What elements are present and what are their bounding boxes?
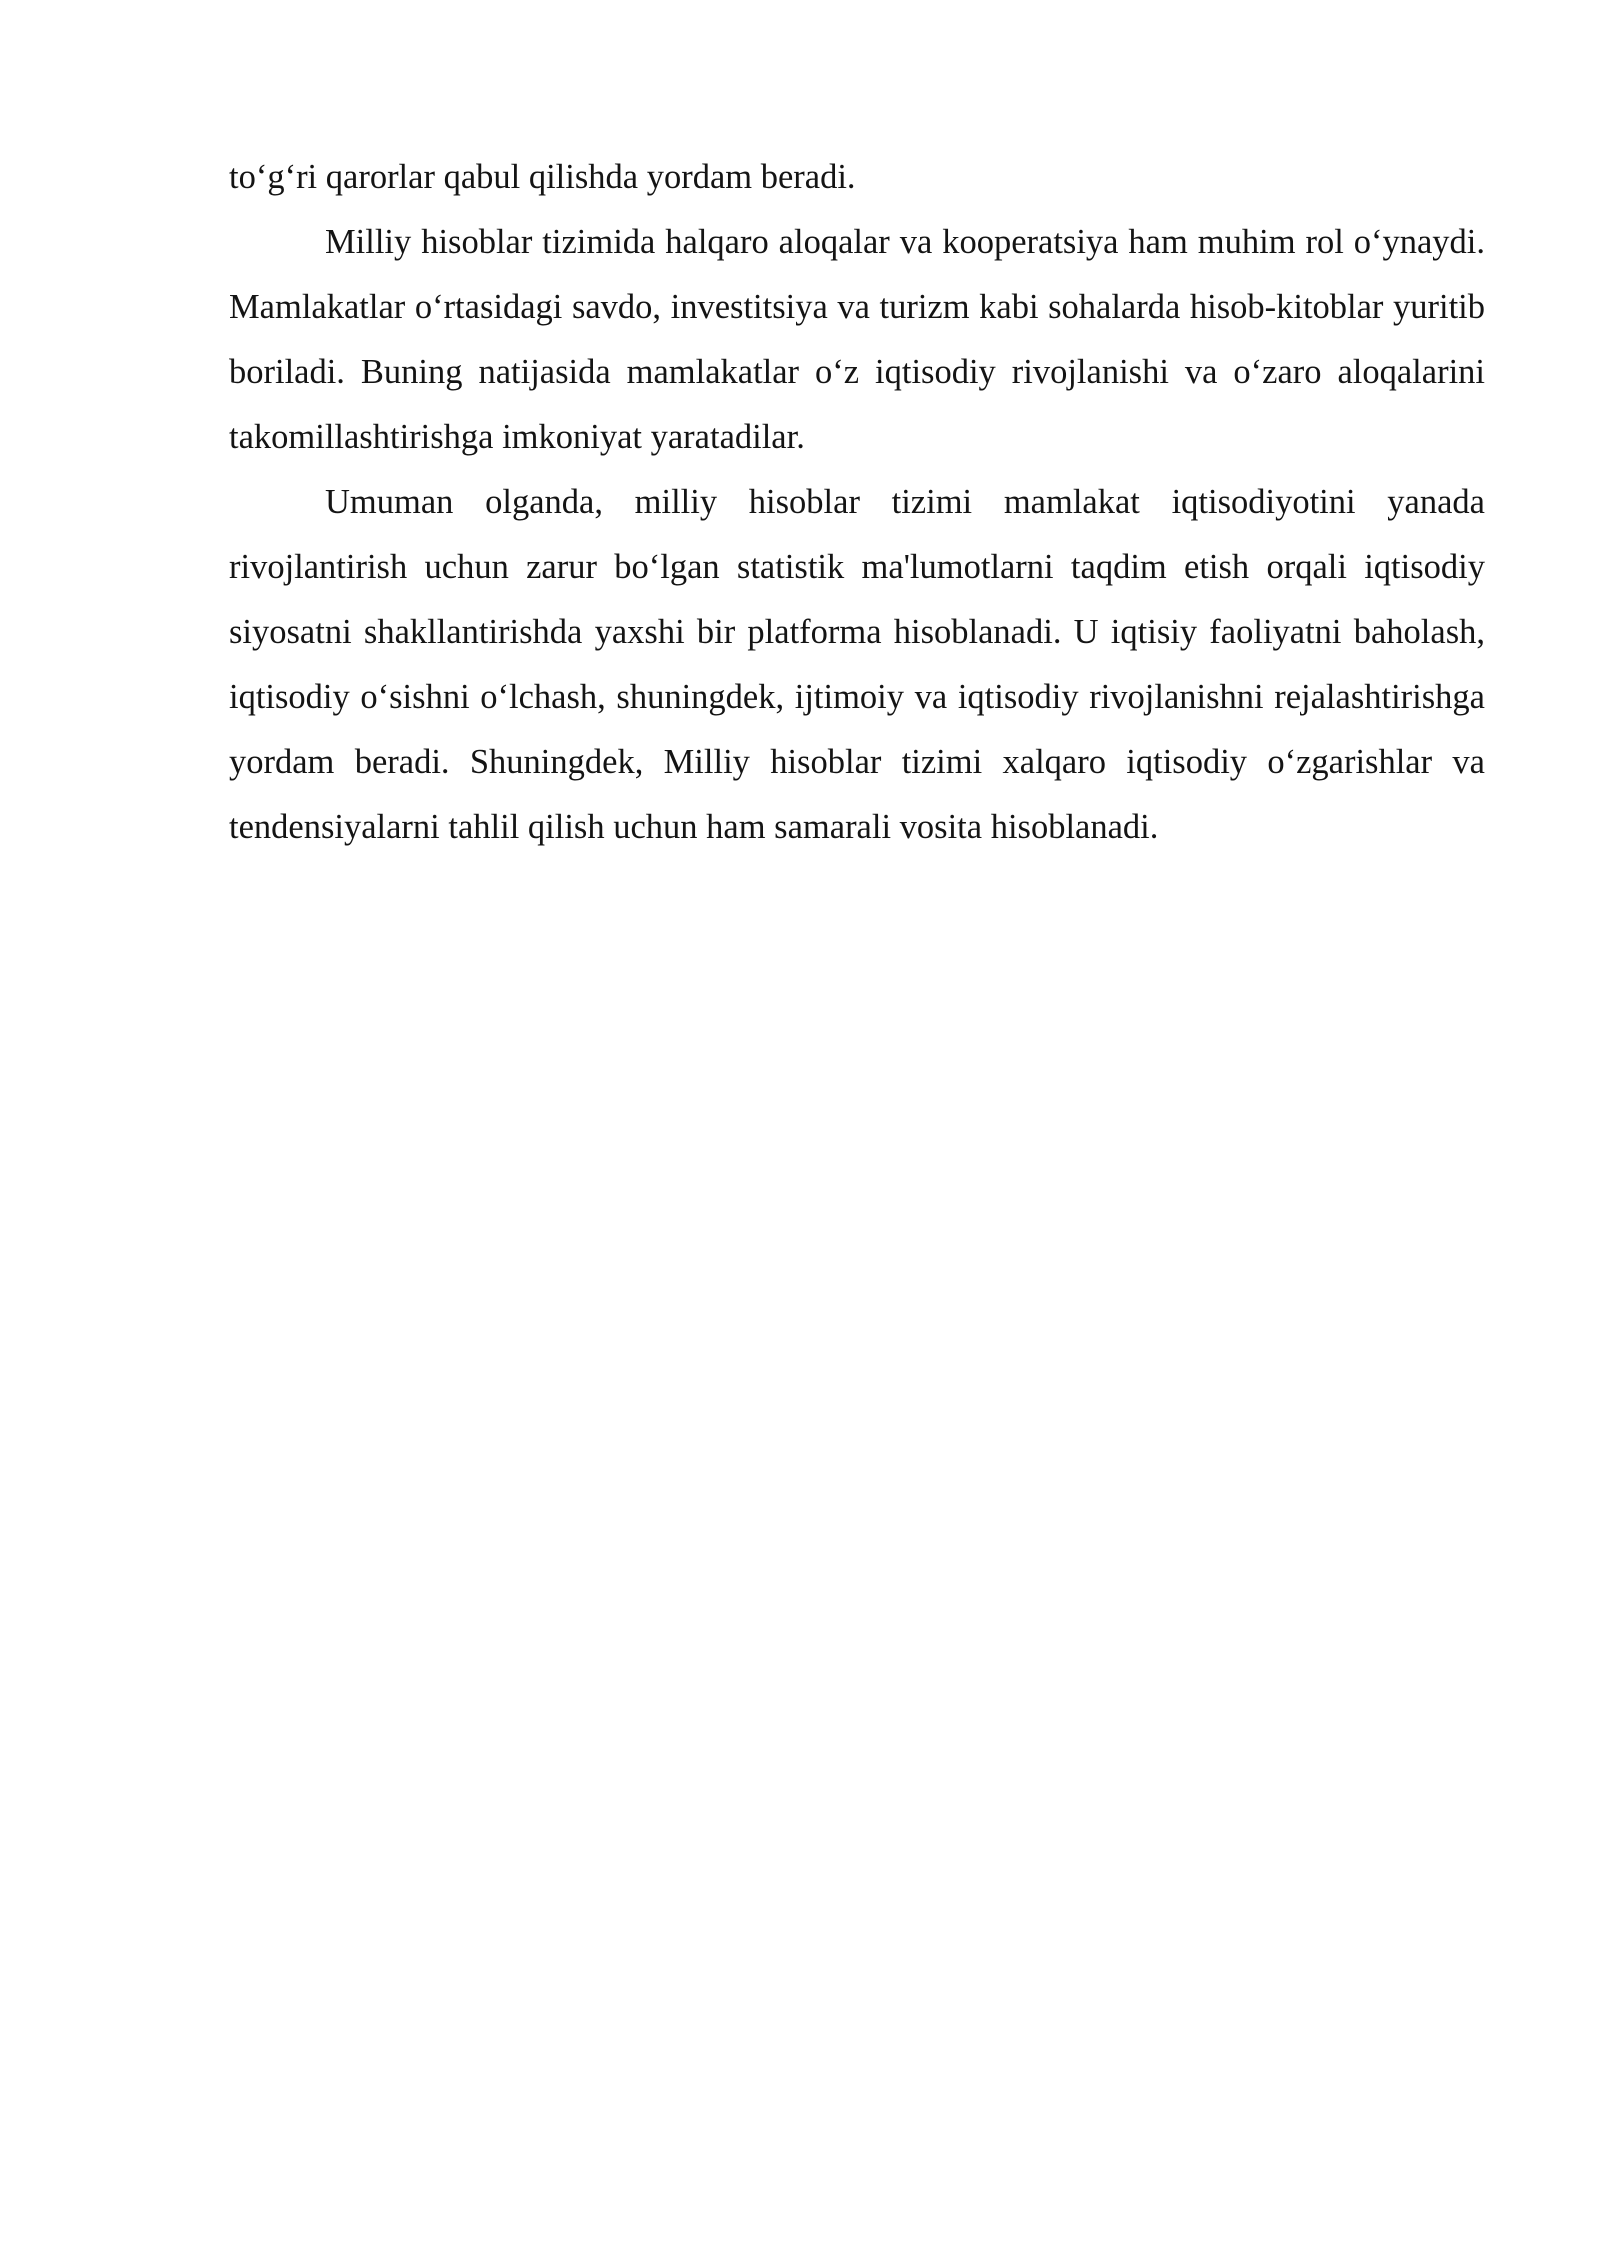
document-body [229, 145, 1485, 860]
paragraph-international-relations: Milliy hisoblar tizimida halqaro aloqalar va kooperatsiya ham muhim rol o‘ynaydi. Mamlakatlar o‘rtasidagi savdo, investitsiya va turizm kabi sohalarda hisob-kitoblar yuritib boriladi. Buning natijasida mamlakatlar o‘z iqtisodiy rivojlanishi va o‘zaro aloqalarini takomillashtirishga imkoniyat yaratadilar. [229, 223, 1485, 456]
paragraph-continuation: to‘g‘ri qarorlar qabul qilishda yordam beradi. [229, 158, 856, 196]
paragraph-conclusion: Umuman olganda, milliy hisoblar tizimi mamlakat iqtisodiyotini yanada rivojlantirish uchun zarur bo‘lgan statistik ma'lumotlarni taqdim etish orqali iqtisodiy siyosatni shakllantirishda yaxshi bir platforma hisoblanadi. U iqtisiy faoliyatni baholash, iqtisodiy o‘sishni o‘lchash, shuningdek, ijtimoiy va iqtisodiy rivojlanishni rejalashtirishga yordam beradi. Shuningdek, Milliy hisoblar tizimi xalqaro iqtisodiy o‘zgarishlar va tendensiyalarni tahlil qilish uchun ham samarali vosita hisoblanadi. [229, 483, 1485, 846]
